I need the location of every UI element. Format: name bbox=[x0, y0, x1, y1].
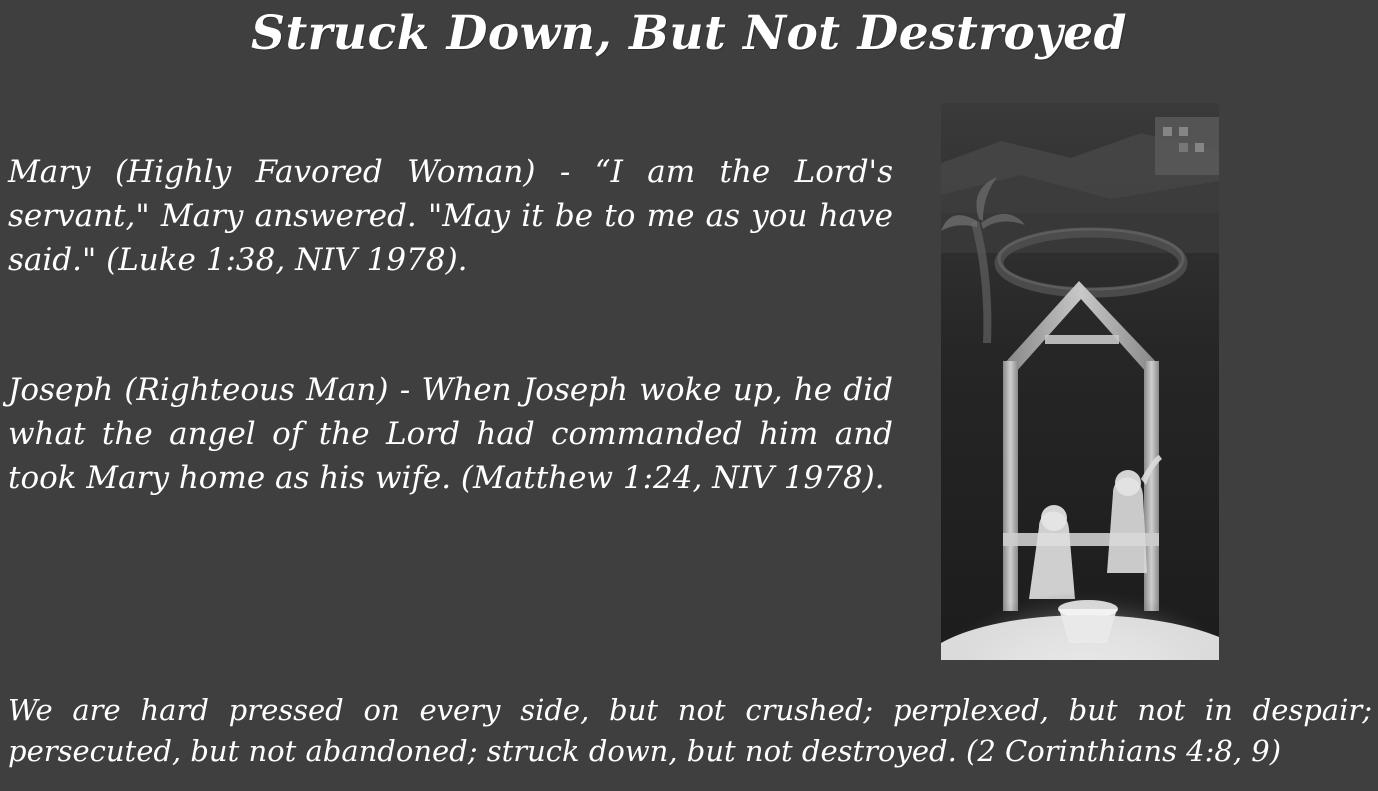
body-text-block bbox=[8, 150, 893, 500]
page-title: Struck Down, But Not Destroyed bbox=[251, 6, 1127, 61]
paragraph-mary: Mary (Highly Favored Woman) - “I am the Lord's servant," Mary answered. "May it be to me as you have said." (Luke 1:38, NIV 1978). bbox=[8, 154, 893, 279]
nativity-scene-icon bbox=[941, 103, 1219, 660]
footer-scripture: We are hard pressed on every side, but not crushed; perplexed, but not in despair; persecuted, but not abandoned; struck down, but not destroyed. (2 Corinthians 4:8, 9) bbox=[8, 693, 1372, 769]
nativity-image bbox=[941, 103, 1219, 660]
paragraph-joseph: Joseph (Righteous Man) - When Joseph woke up, he did what the angel of the Lord had commanded him and took Mary home as his wife. (Matthew 1:24, NIV 1978). bbox=[8, 372, 893, 497]
footer-block bbox=[8, 690, 1372, 772]
